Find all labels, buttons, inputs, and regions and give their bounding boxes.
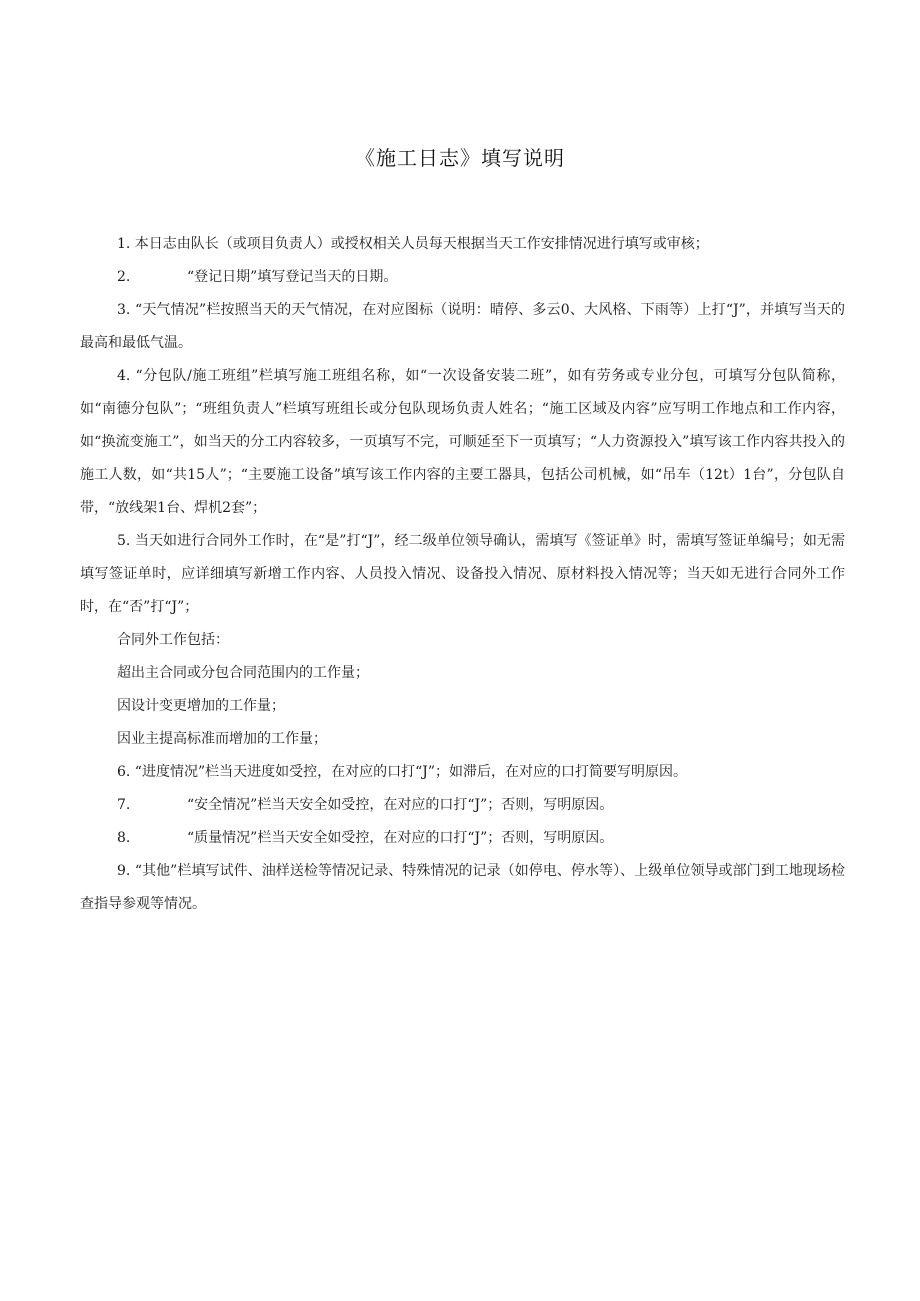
contract-item: 因业主提高标准而增加的工作量； [117,731,327,747]
item-7-number: 7. [117,797,131,813]
item-2-number: 2. [117,269,131,285]
item-6: 6. “进度情况”栏当天进度如受控，在对应的口打“J”；如滞后，在对应的口打简要写明原因。 [117,764,688,780]
item-4: 4. “分包队/施工班组”栏填写施工班组名称，如“一次设备安装二班”，如有劳务或专业分包，可填写分包队简称，如“南德分包队”；“班组负责人”栏填写班组长或分包队现场负责人姓名；“施工区域及内容”应写明工作地点和工作内容，如“换流变施工”，如当天的分工内容较多，一页填写不完，可顺延至下一页填写；“人力资源投入”填写该工作内容共投入的施工人数，如“共15人”；“主要施工设备”填写该工作内容的主要工器具，包括公司机械，如“吊车（12t）1台”，分包队自带，“放线架1台、焊机2套”； [80,368,845,516]
item-2 [80,261,845,294]
item-8 [80,822,845,855]
item-5: 5. 当天如进行合同外工作时，在“是”打“J”，经二级单位领导确认，需填写《签证单》时，需填写签证单编号；如无需填写签证单时，应详细填写新增工作内容、人员投入情况、设备投入情况、原材料投入情况等；当天如无进行合同外工作时，在“否”打“J”； [80,533,845,615]
item-2-text: “登记日期”填写登记当天的日期。 [187,269,398,285]
item-8-text: “质量情况”栏当天安全如受控，在对应的口打“J”；否则，写明原因。 [187,830,614,846]
item-7 [80,789,845,822]
contract-item: 因设计变更增加的工作量； [117,698,285,714]
item-9: 9. “其他”栏填写试件、油样送检等情况记录、特殊情况的记录（如停电、停水等）、上级单位领导或部门到工地现场检查指导参观等情况。 [80,863,845,912]
item-3: 3. “天气情况”栏按照当天的天气情况，在对应图标（说明：晴停、多云0、大风格、下雨等）上打“J”，并填写当天的最高和最低气温。 [80,302,845,351]
item-1: 1. 本日志由队长（或项目负责人）或授权相关人员每天根据当天工作安排情况进行填写或审核； [117,236,709,252]
contract-item: 超出主合同或分包合同范围内的工作量； [117,665,369,681]
item-8-number: 8. [117,830,131,846]
page-title: 《施工日志》填写说明 [355,146,565,170]
contract-heading: 合同外工作包括： [117,632,229,648]
document-body [80,228,845,921]
item-7-text: “安全情况”栏当天安全如受控，在对应的口打“J”；否则，写明原因。 [187,797,614,813]
